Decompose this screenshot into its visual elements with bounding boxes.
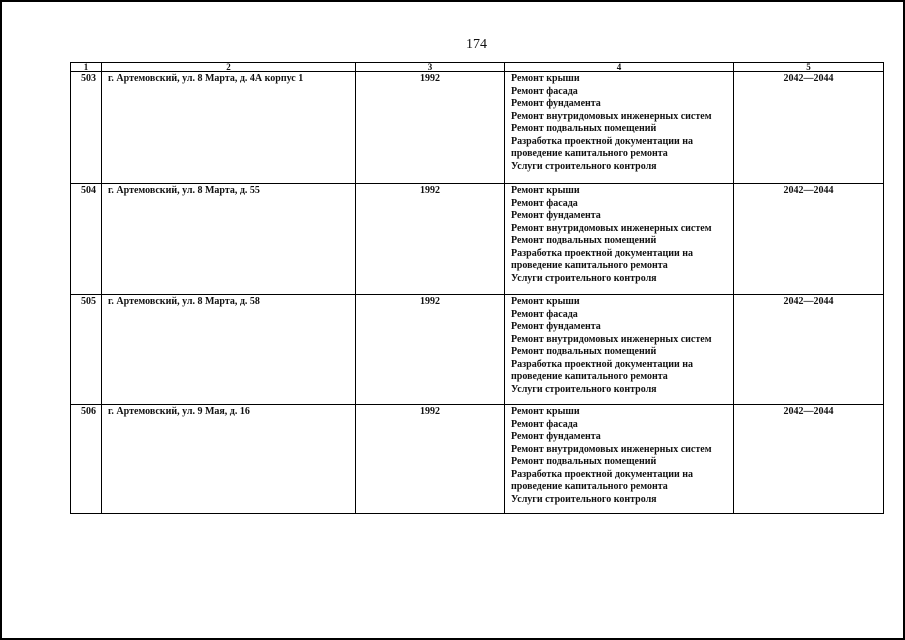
row-number: 504 [71,184,102,295]
table-body [71,72,884,514]
work-item: Услуги строительного контроля [511,160,657,172]
work-item: Услуги строительного контроля [511,383,657,395]
row-period: 2042—2044 [734,295,884,405]
work-item: Разработка проектной документации на [511,247,694,259]
table-header [71,63,884,72]
row-address: г. Артемовский, ул. 8 Марта, д. 58 [102,295,356,405]
row-works-list [505,184,734,295]
work-item: Ремонт фундамента [511,210,601,221]
work-item: Ремонт фундамента [511,431,601,442]
row-year: 1992 [356,72,505,184]
work-item: Ремонт фундамента [511,98,601,109]
row-period: 2042—2044 [734,405,884,514]
work-item: проведение капитального ремонта [511,148,668,159]
page-number: 174 [466,37,487,52]
row-year: 1992 [356,295,505,405]
table-header-row [71,63,884,72]
work-item: Ремонт фундамента [511,321,601,332]
work-item: Разработка проектной документации на [511,468,694,480]
row-address: г. Артемовский, ул. 9 Мая, д. 16 [102,405,356,514]
work-item: Разработка проектной документации на [511,358,694,370]
work-item: Ремонт внутридомовых инженерных систем [511,333,712,345]
work-item: Ремонт фасада [511,197,578,209]
work-item: Ремонт подвальных помещений [511,235,657,246]
column-header-2: 2 [102,63,356,72]
work-item: Ремонт подвальных помещений [511,456,657,467]
work-item: проведение капитального ремонта [511,371,668,382]
column-header-1: 1 [71,63,102,72]
work-item: Ремонт внутридомовых инженерных систем [511,110,712,122]
table-row [71,295,884,405]
work-item: Услуги строительного контроля [511,493,657,505]
table-row [71,405,884,514]
work-item: Ремонт внутридомовых инженерных систем [511,222,712,234]
work-item: Ремонт фасада [511,85,578,97]
work-item: Ремонт фасада [511,308,578,320]
capital-repair-table [70,62,884,514]
work-item: Ремонт фасада [511,418,578,430]
table-row [71,184,884,295]
work-item: проведение капитального ремонта [511,481,668,492]
row-works-list [505,72,734,184]
column-header-4: 4 [505,63,734,72]
row-year: 1992 [356,184,505,295]
row-works-list [505,405,734,514]
work-item: Ремонт крыши [511,185,580,196]
work-item: Ремонт подвальных помещений [511,346,657,357]
row-period: 2042—2044 [734,72,884,184]
row-works-list [505,295,734,405]
work-item: Разработка проектной документации на [511,135,694,147]
row-address: г. Артемовский, ул. 8 Марта, д. 4А корпус 1 [102,72,356,184]
work-item: Ремонт крыши [511,73,580,84]
work-item: Ремонт крыши [511,406,580,417]
work-item: проведение капитального ремонта [511,260,668,271]
row-address: г. Артемовский, ул. 8 Марта, д. 55 [102,184,356,295]
work-item: Ремонт внутридомовых инженерных систем [511,443,712,455]
work-item: Ремонт крыши [511,296,580,307]
row-number: 506 [71,405,102,514]
work-item: Ремонт подвальных помещений [511,123,657,134]
column-header-3: 3 [356,63,505,72]
table-row [71,72,884,184]
column-header-5: 5 [734,63,884,72]
row-number: 505 [71,295,102,405]
row-period: 2042—2044 [734,184,884,295]
row-year: 1992 [356,405,505,514]
row-number: 503 [71,72,102,184]
work-item: Услуги строительного контроля [511,272,657,284]
